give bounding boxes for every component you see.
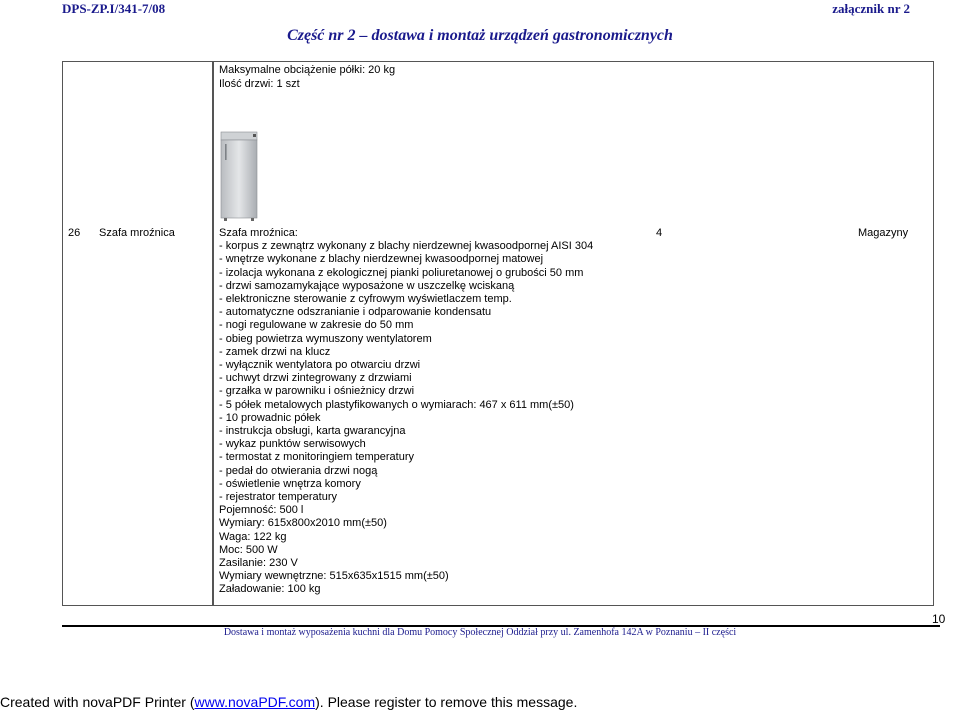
attachment-label: załącznik nr 2 <box>832 1 910 16</box>
footer-text: Dostawa i montaż wyposażenia kuchni dla Domu Pomocy Społecznej Oddział przy ul. Zamenhofa 142A w Poznaniu – II części <box>223 627 737 638</box>
description-line: Zasilanie: 230 V <box>219 557 298 570</box>
item-name: Szafa mroźnica <box>99 227 175 239</box>
description-line: - wykaz punktów serwisowych <box>219 438 366 451</box>
description-line: - wnętrze wykonane z blachy nierdzewnej kwasoodpornej matowej <box>219 253 544 266</box>
table-cell-left <box>62 61 214 606</box>
page-title: Część nr 2 – dostawa i montaż urządzeń gastronomicznych <box>287 27 673 44</box>
description-line: Pojemność: 500 l <box>219 504 304 517</box>
page-number: 10 <box>932 612 946 626</box>
description-line: - termostat z monitoringiem temperatury <box>219 451 415 464</box>
description-line: Moc: 500 W <box>219 543 278 556</box>
watermark-suffix: ). Please register to remove this message. <box>315 694 578 710</box>
novapdf-link[interactable]: www.novaPDF.com <box>194 694 316 710</box>
item-quantity: 4 <box>656 227 663 239</box>
description-line: - wyłącznik wentylatora po otwarciu drzwi <box>219 359 421 372</box>
description-line: - zamek drzwi na klucz <box>219 345 331 358</box>
description-line: Wymiary wewnętrzne: 515x635x1515 mm(±50) <box>219 570 449 583</box>
row-number: 26 <box>68 227 81 239</box>
description-line: Wymiary: 615x800x2010 mm(±50) <box>219 517 387 530</box>
description-line: - oświetlenie wnętrza komory <box>219 477 361 490</box>
description-line: - grzałka w parowniku i ośnieżnicy drzwi <box>219 385 415 398</box>
item-department: Magazyny <box>858 227 909 239</box>
door-count-text: Ilość drzwi: 1 szt <box>219 78 300 90</box>
description-line: Waga: 122 kg <box>219 530 287 543</box>
description-line: Szafa mroźnica: <box>219 227 298 239</box>
description-line: - izolacja wykonana z ekologicznej pianki poliuretanowej o grubości 50 mm <box>219 266 584 279</box>
description-line: - automatyczne odszranianie i odparowanie kondensatu <box>219 306 492 319</box>
description-line: - 5 półek metalowych plastyfikowanych o wymiarach: 467 x 611 mm(±50) <box>219 398 574 411</box>
description-line: Załadowanie: 100 kg <box>219 583 321 596</box>
document-code: DPS-ZP.I/341-7/08 <box>62 1 166 16</box>
description-line: - instrukcja obsługi, karta gwarancyjna <box>219 425 406 438</box>
description-line: - korpus z zewnątrz wykonany z blachy nierdzewnej kwasoodpornej AISI 304 <box>219 240 594 253</box>
description-line: - elektroniczne sterowanie z cyfrowym wyświetlaczem temp. <box>219 293 512 306</box>
description-line: - rejestrator temperatury <box>219 491 337 504</box>
description-line: - obieg powietrza wymuszony wentylatorem <box>219 332 432 345</box>
description-line: - 10 prowadnic półek <box>219 411 321 424</box>
shelf-load-text: Maksymalne obciążenie półki: 20 kg <box>219 64 396 76</box>
freezer-cabinet-image <box>220 131 258 222</box>
description-line: - nogi regulowane w zakresie do 50 mm <box>219 319 414 332</box>
description-line: - uchwyt drzwi zintegrowany z drzwiami <box>219 372 412 385</box>
watermark-prefix: Created with novaPDF Printer ( <box>0 694 195 710</box>
item-description <box>219 227 593 597</box>
novapdf-watermark <box>0 694 577 710</box>
description-line: - pedał do otwierania drzwi nogą <box>219 464 378 477</box>
description-line: - drzwi samozamykające wyposażone w uszczelkę wciskaną <box>219 279 515 292</box>
